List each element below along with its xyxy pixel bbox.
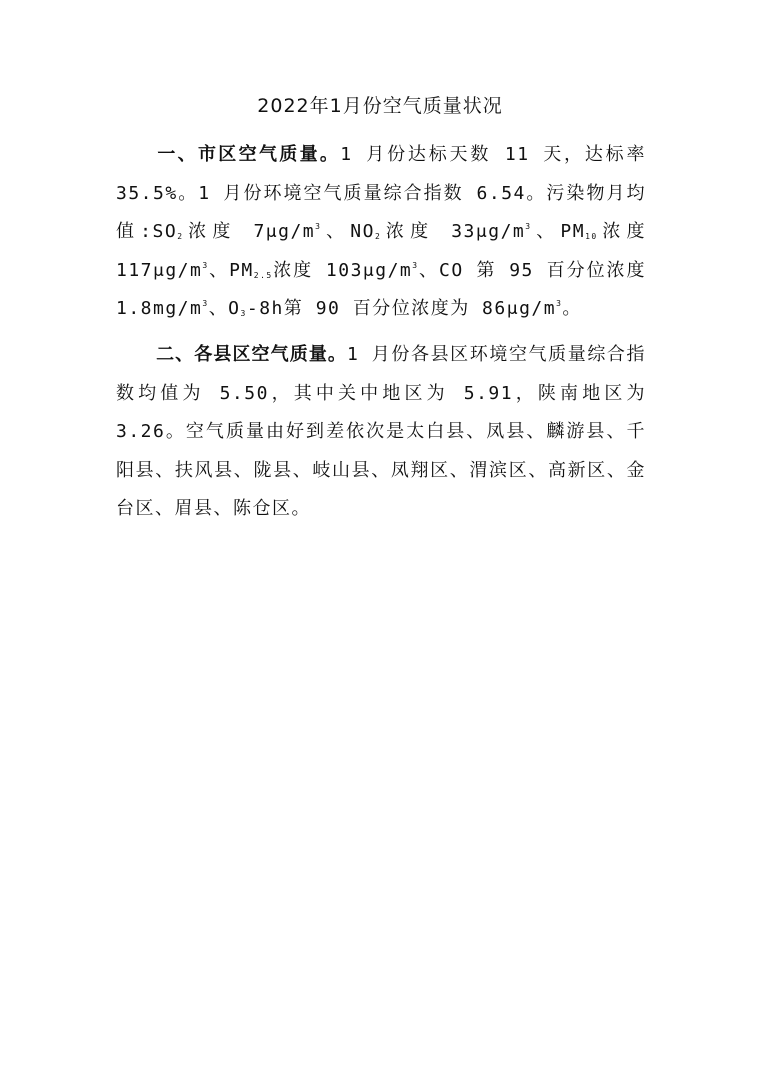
pm25-subscript: 2.5 — [253, 270, 273, 280]
o3-value: -8h第 90 百分位浓度为 86μg/m — [246, 298, 557, 319]
pm10-subscript: 10 — [585, 232, 598, 241]
co-unit-superscript: 3 — [202, 299, 209, 308]
pm10-unit-superscript: 3 — [202, 260, 209, 270]
co-value: 、CO 第 95 百分位浓度 1.8mg/m — [116, 259, 646, 319]
no2-label: 、NO — [321, 221, 375, 242]
pm25-unit-superscript: 3 — [412, 260, 419, 270]
pm25-value: 浓度 103μg/m — [272, 259, 413, 281]
o3-unit-superscript: 3 — [556, 299, 563, 308]
so2-unit-superscript: 3 — [315, 222, 322, 231]
pm10-label: 、PM — [531, 221, 586, 242]
paragraph-county-air-quality — [116, 336, 646, 529]
county-summary-text: 1 月份各县区环境空气质量综合指数均值为 5.50，其中关中地区为 5.91，陕南地区为 3.26。空气质量由好到差依次是太白县、凤县、麟游县、千阳县、扶风县、陇县、岐山县、凤翔区、渭滨区、高新区、金台区、眉县、陈仓区。 — [116, 344, 646, 519]
o3-subscript: 3 — [240, 309, 247, 318]
section-heading-county: 二、各县区空气质量。 — [156, 344, 348, 365]
urban-summary-text: 1 月份达标天数 11 天，达标率35.5%。1 月份环境空气质量综合指数 6.54。污染物月均值: — [116, 144, 646, 242]
no2-subscript: 2 — [374, 232, 382, 241]
sentence-end: 。 — [562, 298, 582, 319]
so2-subscript: 2 — [177, 232, 184, 241]
no2-value: 浓度 33μg/m — [381, 221, 526, 242]
so2-label: SO — [152, 221, 178, 242]
no2-unit-superscript: 3 — [525, 222, 532, 231]
so2-value: 浓度 7μg/m — [183, 221, 316, 242]
o3-label: 、O — [208, 298, 241, 319]
document-title: 2022年1月份空气质量状况 — [257, 95, 503, 117]
pm10-value: 浓度 117μg/m — [116, 221, 647, 281]
pm25-label: 、PM — [208, 259, 254, 281]
section-heading-urban: 一、市区空气质量。 — [156, 144, 341, 165]
paragraph-urban-air-quality — [116, 136, 646, 329]
